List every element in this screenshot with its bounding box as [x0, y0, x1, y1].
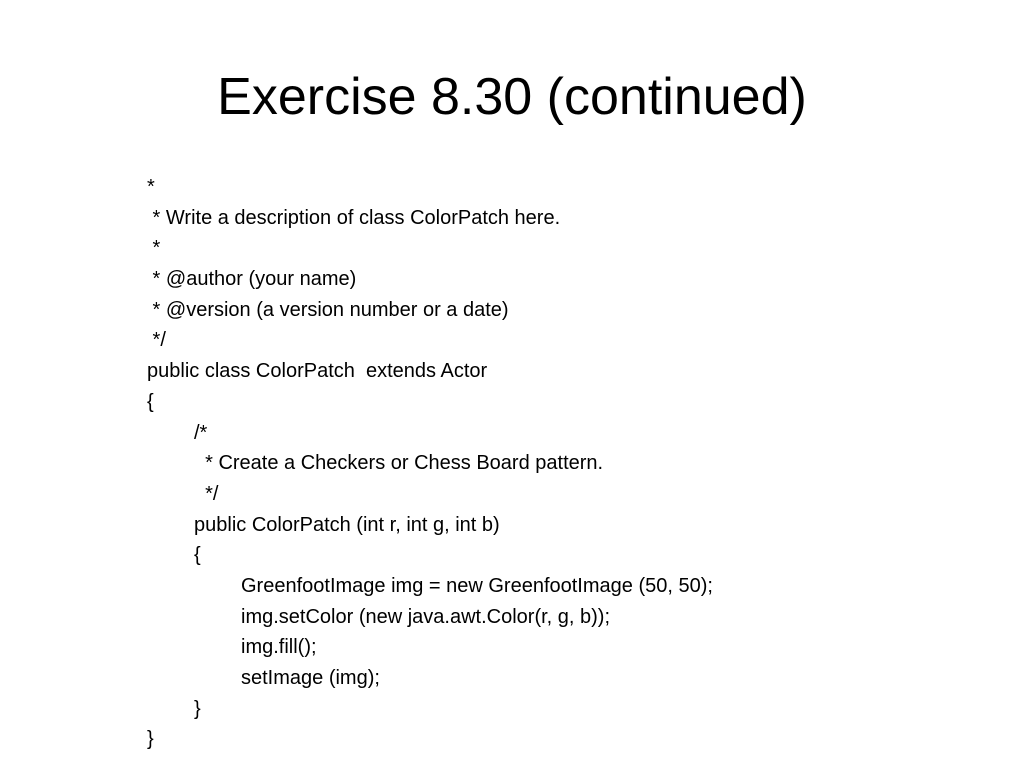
code-line: setImage (img); — [241, 667, 380, 689]
slide-title: Exercise 8.30 (continued) — [217, 68, 807, 126]
code-line: GreenfootImage img = new GreenfootImage (50, 50); — [241, 574, 713, 597]
code-line: { — [194, 544, 201, 567]
code-line: } — [194, 697, 201, 720]
code-line: * Create a Checkers or Chess Board pattern. — [194, 452, 604, 475]
code-line: public ColorPatch (int r, int g, int b) — [194, 513, 500, 536]
code-line: img.fill(); — [241, 636, 317, 659]
code-line: */ — [147, 329, 166, 352]
code-line: * @version (a version number or a date) — [147, 298, 509, 321]
code-line: } — [147, 728, 154, 751]
code-line: * — [147, 237, 161, 260]
code-line: public class ColorPatch extends Actor — [147, 360, 488, 383]
code-line: * @author (your name) — [147, 268, 357, 291]
code-line: { — [147, 390, 154, 413]
code-line: /* — [194, 421, 208, 444]
code-listing — [147, 172, 987, 755]
code-line: * Write a description of class ColorPatch here. — [147, 206, 561, 229]
code-line: */ — [194, 482, 219, 505]
code-line: img.setColor (new java.awt.Color(r, g, b)); — [241, 605, 611, 628]
code-line: * — [147, 176, 155, 198]
